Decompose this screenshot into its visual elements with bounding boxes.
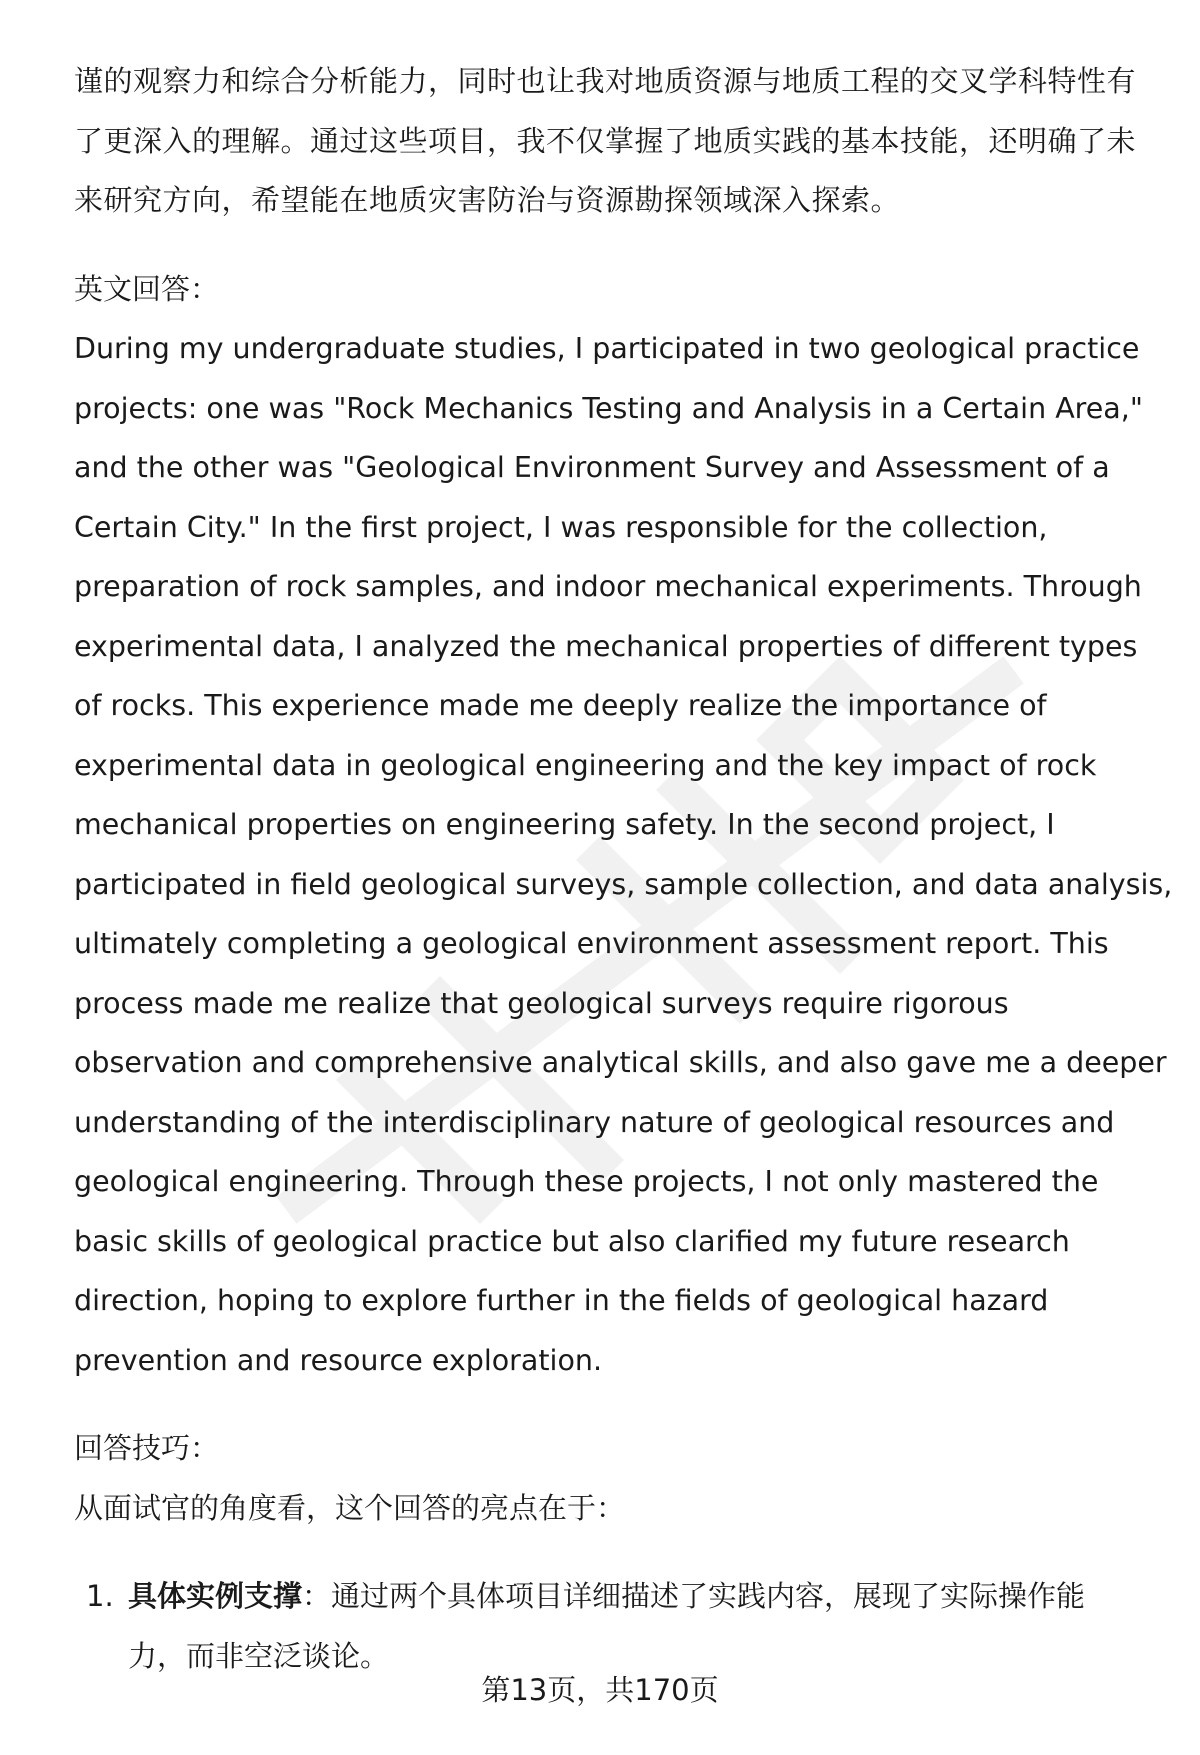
text-line: ultimately completing a geological environment assessment report. This	[74, 927, 1109, 960]
text-line: experimental data in geological engineering and the key impact of rock	[74, 748, 1097, 782]
text-line: process made me realize that geological surveys require rigorous	[74, 986, 1009, 1020]
text-line: observation and comprehensive analytical skills, and also gave me a deeper	[74, 1046, 1167, 1079]
list-item-text: ：通过两个具体项目详细描述了实践内容，展现了实际操作能	[302, 1579, 1086, 1613]
text-line: understanding of the interdisciplinary nature of geological resources and	[74, 1105, 1115, 1139]
text-line: and the other was "Geological Environment Survey and Assessment of a	[74, 451, 1110, 484]
text-line: geological engineering. Through these projects, I not only mastered the	[74, 1165, 1099, 1198]
tips-list	[74, 1567, 1164, 1686]
text-line: of rocks. This experience made me deeply realize the importance of	[74, 689, 1047, 722]
list-item-line-2: 力，而非空泛谈论。	[128, 1638, 390, 1673]
list-item-line-1	[128, 1567, 1164, 1627]
list-item-number: 1.	[86, 1579, 114, 1613]
text-line: basic skills of geological practice but also clarified my future research	[74, 1224, 1070, 1258]
english-answer-paragraph	[74, 319, 1173, 1390]
page-footer: 第13页，共170页	[481, 1673, 719, 1707]
text-line: 谨的观察力和综合分析能力，同时也让我对地质资源与地质工程的交叉学科特性有	[74, 64, 1137, 98]
tips-intro: 从面试官的角度看，这个回答的亮点在于：	[74, 1490, 626, 1525]
spacer	[74, 1390, 1164, 1419]
text-line: experimental data, I analyzed the mechanical properties of different types	[74, 629, 1138, 663]
spacer	[74, 231, 1164, 260]
english-answer-label: 英文回答：	[74, 271, 220, 306]
text-line: prevention and resource exploration.	[74, 1343, 603, 1377]
text-line: During my undergraduate studies, I participated in two geological practice	[74, 332, 1140, 365]
list-item-title: 具体实例支撑	[128, 1579, 303, 1613]
tips-label: 回答技巧：	[74, 1431, 220, 1465]
text-line: preparation of rock samples, and indoor mechanical experiments. Through	[74, 570, 1142, 603]
text-line: direction, hoping to explore further in the fields of geological hazard	[74, 1284, 1049, 1317]
text-line: mechanical properties on engineering safety. In the second project, I	[74, 808, 1055, 841]
list-item	[74, 1567, 1164, 1686]
chinese-paragraph-continuation	[74, 52, 1164, 231]
text-line: participated in field geological surveys, sample collection, and data analysis,	[74, 867, 1173, 901]
text-line: 来研究方向，希望能在地质灾害防治与资源勘探领域深入探索。	[74, 183, 901, 217]
text-line: projects: one was "Rock Mechanics Testing and Analysis in a Certain Area,"	[74, 391, 1143, 425]
text-line: Certain City." In the first project, I was responsible for the collection,	[74, 510, 1048, 544]
main-content	[74, 52, 1173, 1686]
spacer	[74, 1538, 1164, 1567]
text-line: 了更深入的理解。通过这些项目，我不仅掌握了地质实践的基本技能，还明确了未	[74, 123, 1137, 158]
